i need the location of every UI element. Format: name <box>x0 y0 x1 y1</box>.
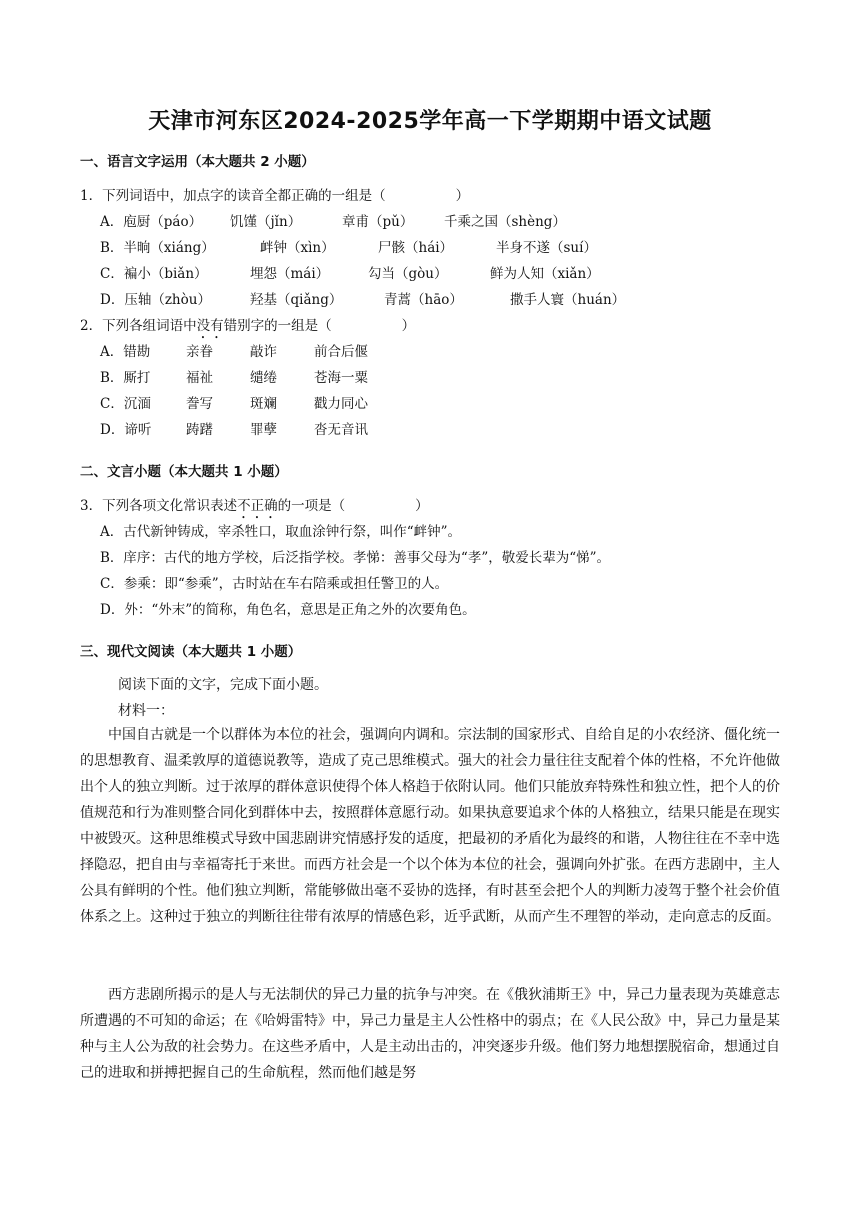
q1-option-d: D．压轴（zhòu） 羟基（qiǎng） 青蒿（hāo） 撒手人寰（huán） <box>100 292 626 308</box>
q2-option-a: A．错勘 亲眷 敲诈 前合后偃 <box>100 344 368 360</box>
section-heading-modern-reading: 三、现代文阅读（本大题共 1 小题） <box>80 644 302 660</box>
q1-option-c: C．褊小（biǎn） 埋怨（mái） 勾当（gòu） 鲜为人知（xiǎn） <box>100 266 600 282</box>
reading-paragraph-2: 西方悲剧所揭示的是人与无法制伏的异己力量的抗争与冲突。在《俄狄浦斯王》中，异己力量表现为英雄意志所遭遇的不可知的命运；在《哈姆雷特》中，异己力量是主人公性格中的弱点；在《人民公敌》中，异己力量是某种与主人公为敌的社会势力。在这些矛盾中，人是主动出击的，冲突逐步升级。他们努力地想摆脱宿命，想通过自己的进取和拼搏把握自己的生命航程，然而他们越是努 <box>80 987 780 1081</box>
question-3-stem: 3．下列各项文化常识表述不正确的一项是（ ） <box>80 498 429 514</box>
question-2-stem: 2．下列各组词语中没有错别字的一组是（ ） <box>80 318 416 334</box>
document-title: 天津市河东区2024-2025学年高一下学期期中语文试题 <box>148 109 712 134</box>
q1-option-a: A．庖厨（páo） 饥馑（jǐn） 章甫（pǔ） 千乘之国（shèng） <box>100 214 566 230</box>
q2-option-b: B．厮打 福祉 缱绻 苍海一粟 <box>100 370 368 386</box>
section-heading-language-use: 一、语言文字运用（本大题共 2 小题） <box>80 154 315 170</box>
reading-instruction: 阅读下面的文字，完成下面小题。 <box>118 677 328 693</box>
question-1-stem: 1．下列词语中，加点字的读音全都正确的一组是（ ） <box>80 188 470 204</box>
q1-option-b: B．半晌（xiáng） 衅钟（xìn） 尸骸（hái） 半身不遂（suí） <box>100 240 597 256</box>
q2-option-c: C．沉湎 誊写 斑斓 戳力同心 <box>100 396 368 412</box>
material-label: 材料一： <box>118 703 174 719</box>
q3-option-c: C．参乘：即“参乘”，古时站在车右陪乘或担任警卫的人。 <box>100 576 449 592</box>
q3-option-a: A．古代新钟铸成，宰杀牲口，取血涂钟行祭，叫作“衅钟”。 <box>100 524 462 540</box>
q3-option-b: B．庠序：古代的地方学校，后泛指学校。孝悌：善事父母为“孝”，敬爱长辈为“悌”。 <box>100 550 611 566</box>
section-heading-classical-chinese: 二、文言小题（本大题共 1 小题） <box>80 464 288 480</box>
reading-paragraph-1: 中国自古就是一个以群体为本位的社会，强调向内调和。宗法制的国家形式、自给自足的小农经济、僵化统一的思想教育、温柔敦厚的道德说教等，造成了克己思维模式。强大的社会力量往往支配着个体的性格，不允许他做出个人的独立判断。过于浓厚的群体意识使得个体人格趋于依附认同。他们只能放弃特殊性和独立性，把个人的价值规范和行为准则整合同化到群体中去，按照群体意愿行动。如果执意要追求个体的人格独立，结果只能是在现实中被毁灭。这种思维模式导致中国悲剧讲究情感抒发的适度，把最初的矛盾化为最终的和谐，人物往往在不幸中选择隐忍，把自由与幸福寄托于来世。而西方社会是一个以个体为本位的社会，强调向外扩张。在西方悲剧中，主人公具有鲜明的个性。他们独立判断，常能够做出毫不妥协的选择，有时甚至会把个人的判断力凌驾于整个社会价值体系之上。这种过于独立的判断往往带有浓厚的情感色彩，近乎武断，从而产生不理智的举动，走向意志的反面。 <box>80 727 780 925</box>
q3-option-d: D．外：“外末”的简称，角色名，意思是正角之外的次要角色。 <box>100 602 476 618</box>
q2-option-d: D．谛听 踌躇 罪孽 沓无音讯 <box>100 422 368 438</box>
